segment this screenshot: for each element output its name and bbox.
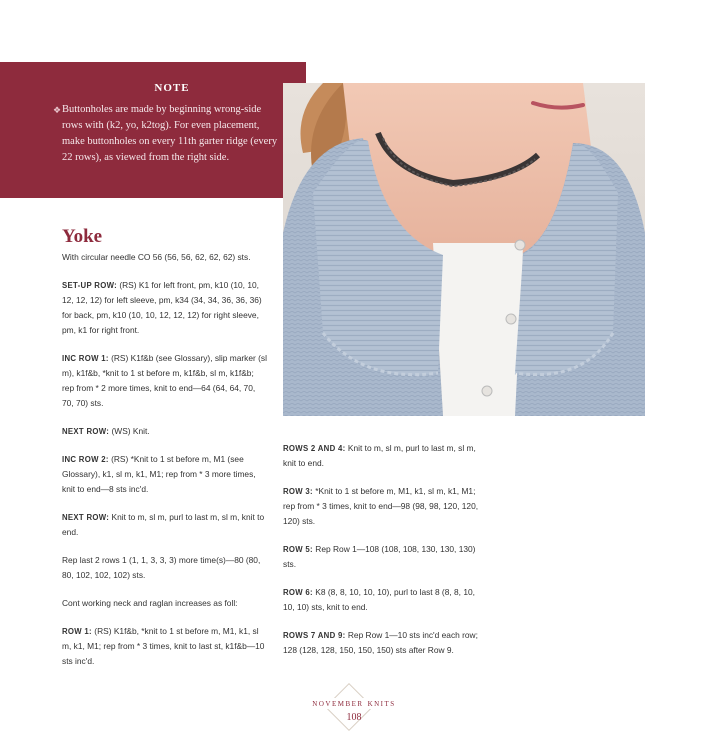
page-number: 108	[346, 712, 362, 723]
page-footer	[254, 686, 454, 723]
right-column	[283, 441, 483, 671]
instruction-paragraph: INC ROW 1: (RS) K1f&b (see Glossary), slip marker (sl m), k1f&b, *knit to 1 st before m, k1f&b, sl m, k1f&b; rep from * 2 more times, knit to end—64 (64, 64, 70, 70, 70) sts.	[62, 353, 267, 408]
instruction-paragraph: ROW 3: *Knit to 1 st before m, M1, k1, sl m, k1, M1; rep from * 3 times, knit to end—98 (98, 98, 120, 120, 120) sts.	[283, 486, 479, 526]
instruction-paragraph: Rep last 2 rows 1 (1, 1, 3, 3, 3) more time(s)—80 (80, 80, 102, 102, 102) sts.	[62, 555, 261, 580]
cardigan-photo	[283, 83, 645, 416]
note-body: Buttonholes are made by beginning wrong-side rows with (k2, yo, k2tog). For even placement, make buttonholes on every 11th garter ridge (every 22 rows), as viewed from the right side.	[62, 104, 278, 163]
left-column	[62, 250, 268, 682]
instruction-paragraph: ROW 6: K8 (8, 8, 10, 10, 10), purl to last 8 (8, 8, 10, 10, 10) sts, knit to end.	[283, 587, 475, 612]
instruction-paragraph: SET-UP ROW: (RS) K1 for left front, pm, k10 (10, 10, 12, 12, 12) for left sleeve, pm, k34 (34, 34, 36, 36, 36) for back, pm, k10 (10, 10, 12, 12, 12) for right sleeve, pm, k1 for right front.	[62, 280, 262, 335]
instruction-paragraph: ROW 5: Rep Row 1—108 (108, 108, 130, 130, 130) sts.	[283, 544, 476, 569]
instruction-paragraph: ROWS 7 AND 9: Rep Row 1—10 sts inc'd each row; 128 (128, 128, 150, 150, 150) sts after Row 9.	[283, 630, 478, 655]
book-title: november knits	[308, 698, 399, 709]
note-bullet-icon: ❖	[53, 105, 62, 115]
instruction-paragraph: ROWS 2 AND 4: Knit to m, sl m, purl to last m, sl m, knit to end.	[283, 443, 476, 468]
note-box	[0, 62, 306, 198]
cardigan-illustration	[283, 83, 645, 416]
instruction-paragraph: NEXT ROW: (WS) Knit.	[62, 426, 150, 436]
instruction-paragraph: With circular needle CO 56 (56, 56, 62, 62, 62) sts.	[62, 252, 251, 262]
instruction-paragraph: INC ROW 2: (RS) *Knit to 1 st before m, M1 (see Glossary), k1, sl m, k1, M1; rep from * 3 more times, knit to end—8 sts inc'd.	[62, 454, 256, 494]
note-text	[53, 102, 282, 166]
instruction-paragraph: ROW 1: (RS) K1f&b, *knit to 1 st before m, M1, k1, sl m, k1, M1; rep from * 3 times, knit to last st, k1f&b—10 sts inc'd.	[62, 626, 265, 666]
instruction-paragraph: NEXT ROW: Knit to m, sl m, purl to last m, sl m, knit to end.	[62, 512, 265, 537]
note-title: note	[154, 78, 190, 95]
instruction-paragraph: Cont working neck and raglan increases as foll:	[62, 598, 238, 608]
section-heading: Yoke	[62, 226, 103, 247]
